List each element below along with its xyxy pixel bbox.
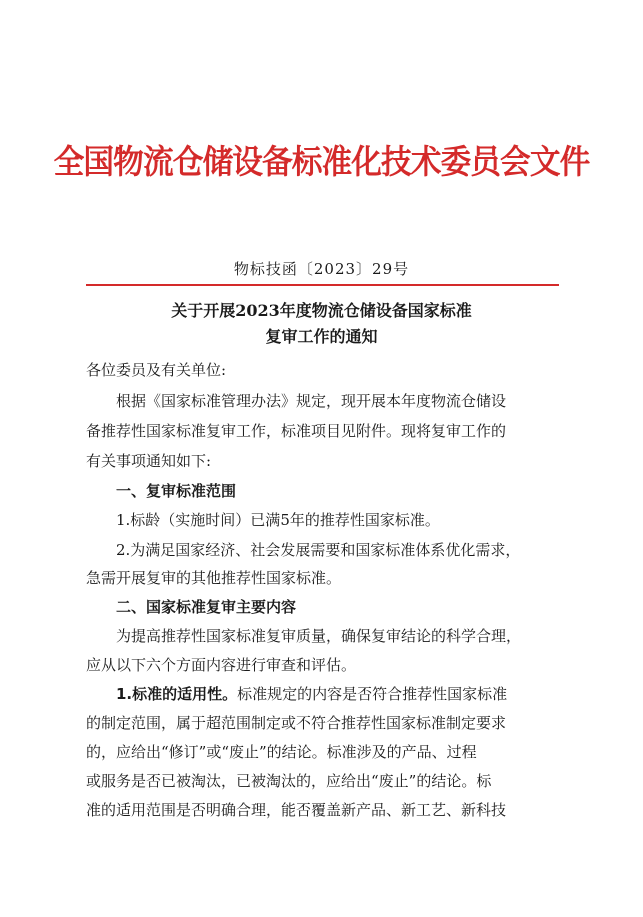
notice-title-line-2: 复审工作的通知 xyxy=(265,327,378,346)
section-1-item-1: 1.标龄（实施时间）已满5年的推荐性国家标准。 xyxy=(116,511,440,529)
item-1-line-3: 的，应给出“修订”或“废止”的结论。标准涉及的产品、过程 xyxy=(86,743,477,761)
section-1-item-2-line-2: 急需开展复审的其他推荐性国家标准。 xyxy=(86,569,342,587)
document-number: 物标技函〔2023〕29号 xyxy=(233,260,410,278)
item-1-line-2: 的制定范围，属于超范围制定或不符合推荐性国家标准制定要求 xyxy=(86,714,507,732)
paragraph-1-line-2: 备推荐性国家标准复审工作，标准项目见附件。现将复审工作的 xyxy=(86,422,507,440)
section-1-heading: 一、复审标准范围 xyxy=(116,482,237,500)
paragraph-1-line-3: 有关事项通知如下: xyxy=(86,452,212,470)
item-1-line-5: 准的适用范围是否明确合理，能否覆盖新产品、新工艺、新科技 xyxy=(86,801,507,819)
section-2-intro-line-2: 应从以下六个方面内容进行审查和评估。 xyxy=(86,656,357,674)
item-1-line-4: 或服务是否已被淘汰，已被淘汰的，应给出“废止”的结论。标 xyxy=(86,772,492,790)
section-1-item-2-line-1: 2.为满足国家经济、社会发展需要和国家标准体系优化需求， xyxy=(116,541,521,559)
issuing-committee-title: 全国物流仓储设备标准化技术委员会文件 xyxy=(53,142,590,181)
paragraph-1-line-1: 根据《国家标准管理办法》规定，现开展本年度物流仓储设 xyxy=(116,392,507,410)
red-divider-line xyxy=(86,284,559,286)
section-2-heading: 二、国家标准复审主要内容 xyxy=(116,598,297,616)
notice-title-line-1: 关于开展2023年度物流仓储设备国家标准 xyxy=(171,301,472,320)
section-2-intro-line-1: 为提高推荐性国家标准复审质量，确保复审结论的科学合理， xyxy=(116,627,522,645)
item-1-line-1-text: 标准规定的内容是否符合推荐性国家标准 xyxy=(237,685,508,703)
item-1-first-line xyxy=(116,684,507,704)
item-1-label: 1.标准的适用性。 xyxy=(116,685,238,703)
salutation: 各位委员及有关单位: xyxy=(86,361,227,379)
